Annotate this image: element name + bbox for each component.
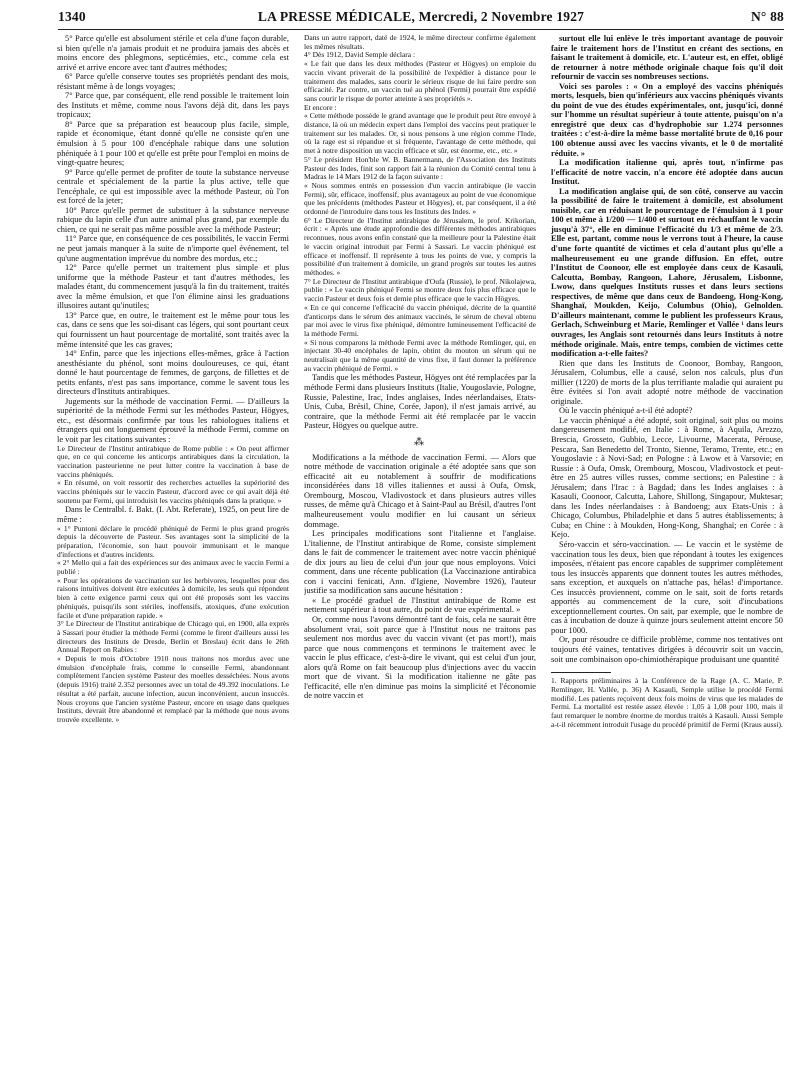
paragraph: « En résumé, on voit ressortir des recherches actuelles la supériorité des vaccins phéniqués sur le vaccin Pasteur, d'accord avec ce qui avait déjà été soutenu par Fermi, qui introduisit les vaccins phéniqués dans la pratique. » [57, 478, 289, 505]
paragraph: 4° Dès 1912, David Semple déclara : [304, 50, 416, 60]
text-column-2 [304, 34, 536, 1074]
paragraph: 3° Le Directeur de l'Institut antirabique de Chicago qui, en 1900, alla exprès à Sassari pour étudier la méthode Fermi (comme le firent d'ailleurs aussi les directeurs des Instituts de Dresde, Berlin et Breslau) écrit dans le 26th Annual Report on Rabies : [57, 619, 289, 655]
paragraph: Tandis que les méthodes Pasteur, Högyes ont été remplacées par la méthode Fermi dans plusieurs Instituts (Italie, Yougoslavie, Pologne, Russie, Palestine, Irac, Indes anglaises, Indes néerlandaises, Etats-Unis, Cuba, Brésil, Chine, Corée, Japon), il n'est jamais arrivé, au contraire, que la méthode Fermi ait été remplacée par le vaccin Pasteur, Högyes ou quelque autre. [304, 373, 536, 431]
footnote-rule [551, 672, 611, 673]
paragraph: Où le vaccin phéniqué a-t-il été adopté? [559, 406, 693, 416]
paragraph: Modifications a la méthode de vaccination Fermi. — Alors que notre méthode de vaccination originale a été adoptée sans que son efficacité ait eu notablement à souffrir de modifications inconsidérées dans 18 villes italiennes et aussi à Oufa, Omsk, Orembourg, Moscou, Vladivostock et dans plusieurs autres villes russes, de même qu'à Chicago et à Saint-Paul au Brésil, d'autres l'ont malheureusement voulu modifier en lui causant un sérieux dommage. [304, 452, 536, 529]
text-column-3 [551, 34, 783, 1074]
paragraph: 5° Le président Hon'ble W. B. Bannermann, de l'Association des Instituts Pasteur des Indes, finit son rapport fait à la réunion du Comité central tenu à Madras le 14 Mars 1912 de la façon suivante : [304, 154, 536, 182]
page-header [58, 7, 784, 30]
paragraph: Séro-vaccin et séro-vaccination. — Le vaccin et le système de vaccination tous les deux, bien que répondant à toutes les exigences imposées, n'étaient pas encore capables de supprimer complètement tous les insuccès apparents que donnent toutes les autres méthodes, sans exception, et auxquels on n'attache pas, hélas! d'importance. Ces insuccès proviennent, comme on le sait, soit de forts retards apportés au commencement de la cure, soit d'incubations exceptionnellement courtes. On sait, par exemple, que le nombre de cas à incubation de douze à quinze jours seulement atteint encore 50 pour 1000. [551, 539, 783, 635]
paragraph: Dans le Centralbl. f. Bakt. (I. Abt. Referate), 1925, on peut lire de même : [57, 505, 289, 524]
paragraph: « 2° Mello qui a fait des expériences sur des animaux avec le vaccin Fermi a publié : [57, 558, 289, 577]
paragraph: « Si nous comparons la méthode Fermi avec la méthode Remlinger, qui, en injectant 30-40 encéphales de lapin, obtint du mouton un sérum qui ne neutralisait que la même quantité de virus fixe, il faut donner la préférence au vaccin phéniqué de Fermi. » [304, 337, 536, 373]
paragraph: « Le fait que dans les deux méthodes (Pasteur et Högyes) on emploie du vaccin vivant priverait de la possibilité de l'expédier à distance pour le traitement des malades, sans courir le sérieux risque de lui faire perdre son efficacité. Par contre, un vaccin tué au phénol (Fermi) pourrait être expédié sans courir le risque de porter atteinte à ses propriétés ». [304, 59, 536, 103]
paragraph: 7° Le Directeur de l'Institut antirabique d'Oufa (Russie), le prof. Nikolajewa, publie : « Le vaccin phéniqué Fermi se montre deux fois plus efficace que le vaccin Pasteur et deux fois et demie plus efficace que le vaccin Högyes. [304, 276, 536, 304]
paragraph: 5° Parce qu'elle est absolument stérile et cela d'une façon durable, si bien qu'elle n'a jamais produit et ne produira jamais des abcès et moins encore des phlegmons, septicémies, etc., comme cela est arrivé et arrive encore avec tant d'autres méthodes; [57, 34, 289, 72]
page-number: 1340 [58, 9, 86, 24]
paragraph: « Pour les opérations de vaccination sur les herbivores, lesquelles pour des raisons intuitives doivent être exécutées à domicile, les seuls qui répondent bien à cette exigence parmi ceux qui ont été proposés sont les vaccins phéniqués, puisqu'ils sont stériles, inoffensifs, atoxiques, d'une exécution facile et d'une préparation rapide. » [57, 575, 289, 620]
paragraph: 8° Parce que sa préparation est beaucoup plus facile, simple, rapide et économique, étant donné qu'elle ne consiste qu'en une émulsion à 5 pour 100 d'encéphale rabique dans une solution phéniquée à 1 pour 100 et qu'elle est prête pour l'emploi en moins de vingt-quatre heures; [57, 119, 289, 168]
paragraph: La modification anglaise qui, de son côté, conserve au vaccin la possibilité de faire le traitement à domicile, est absolument nuisible, car en réduisant le pourcentage de l'émulsion à 1 pour 100 et même à 1/200 — 1/400 et surtout en réchauffant le vaccin jusqu'à 37°, elle en diminue l'efficacité du 1/3 et même de 2/3. Elle est, partant, comme nous le verrons tout à l'heure, la cause d'une forte quantité de victimes et cela d'autant plus qu'elle a malheureusement eu une grande diffusion. En effet, outre l'Institut de Coonoor, elle est employée dans ceux de Kasauli, Calcutta, Bombay, Rangoon, Lahore, Jérusalem, Lisbonne, Lwow, dans quelques Instituts russes et dans leurs sections respectives, de même que dans ceux de Bandoeng, Hong-Kong, Shanghaï, Moukden, Keijo, Columbus (Ohio), Gelnolden. D'ailleurs maintenant, comme le publient les professeurs Kraus, Gerlach, Schweinburg et Marie, Remlinger et Vallée ¹ dans leurs ouvrages, les Anglais sont retournés dans leurs Instituts à notre méthode originale. Mais, entre temps, combien de victimes cette modification a-t-elle faites? [551, 186, 783, 359]
paragraph: Or, comme nous l'avons démontré tant de fois, cela ne saurait être absolument vrai, soit parce que à l'Institut nous ne traitons pas seulement nos mordus avec du vaccin vivant (et pas mort!), mais parce que nous commençons et terminons le traitement avec le vaccin le plus efficace, c'est-à-dire le vivant, qui est celui d'un jour, alors qu'à Rome on fait beaucoup plus d'injections avec du vaccin mort que de vivant. Si la modification italienne ne gâte pas l'efficacité, elle n'en diminue pas moins la simplicité et l'économie de notre vaccin et [304, 615, 536, 701]
paragraph: 10° Parce qu'elle permet de substituer à la substance nerveuse rabique du lapin celle d'un autre animal plus grand, par exemple du chien, ce qui ne serait pas même possible avec la méthode Pasteur; [57, 205, 289, 234]
paragraph: « 1° Puntoni déclare le procédé phéniqué de Fermi le plus grand progrès depuis la découverte de Pasteur. Ses avantages sont la simplicité de la préparation, l'économie, son haut pouvoir immunisant et le manque d'infections et d'autres incidents. [57, 523, 289, 559]
paragraph: 6° Le Directeur de l'Institut antirabique de Jérusalem, le prof. Krikorian, écrit : « Après une étude approfondie des différentes méthodes antirabiques reconnues, nous avons enfin constaté que la meilleure pour la Palestine était le vaccin original introduit par Fermi à Sassari. Le vaccin phéniqué est efficace et inoffensif. Il représente à tous les points de vue, y compris la possibilité d'un traitement à domicile, un grand progrès sur toutes les autres méthodes. » [304, 215, 536, 277]
paragraph: 12° Parce qu'elle permet un traitement plus simple et plus uniforme que la méthode Pasteur et tant d'autres méthodes, les malades étant, du commencement jusqu'à la fin du traitement, traités avec la même émulsion, et que l'on élimine ainsi les graduations illusoires autant qu'inutiles; [57, 263, 289, 311]
paragraph: 6° Parce qu'elle conserve toutes ses propriétés pendant des mois, résistant même à de longs voyages; [57, 72, 289, 91]
text-column-1 [57, 34, 289, 1074]
paragraph: « En ce qui concerne l'efficacité du vaccin phéniqué, décrite de la quantité d'anticorps dans le sérum des animaux vaccinés, le sérum de cheval obtenu par moi avec le virus fixe phéniqué, démontre lumineusement l'efficacité de la méthode Fermi. [304, 302, 536, 338]
paragraph: 9° Parce qu'elle permet de profiter de toute la substance nerveuse centrale et spécialement de la partie la plus active, telle que l'encéphale, ce qui est impossible avec la méthode Pasteur, où l'on est forcé de la jeter; [57, 167, 289, 206]
paragraph: « Depuis le mois d'Octobre 1910 nous traitons nos mordus avec une émulsion d'encéphale frais, comme le conseille Fermi, abandonnant complètement l'ancien système Pasteur des moelles desséchées. Nous avons (depuis 1916) traité 2.352 personnes avec un total de 49.392 inoculations. Le résultat a été parfait, aucune infection, aucun inconvénient, aucun insuccès. Nous croyons que l'ancien système Pasteur, encore en usage dans quelques Instituts, devrait être abandonné et remplacé par la méthode que nous avons trouvée excellente. » [57, 654, 289, 724]
paragraph: 11° Parce que, en conséquence de ces possibilités, le vaccin Fermi ne peut jamais manquer à la suite de n'importe quel événement, tel qu'une augmentation imprévue du nombre des mordus, etc.; [57, 234, 289, 263]
paragraph: Or, pour résoudre ce difficile problème, comme nos tentatives ont toujours été vaines, tentatives dirigées à découvrir soit un vaccin, soit une combinaison opo-chimiothérapique produisant une quantité [551, 635, 783, 664]
paragraph: 13° Parce que, en outre, le traitement est le même pour tous les cas, dans ce sens que les soi-disant cas légers, qui sont pourtant ceux qui fournissent un haut pourcentage de mortalité, sont traités avec la même intensité que les cas graves; [57, 310, 289, 349]
paragraph: surtout elle lui enlève le très important avantage de pouvoir faire le traitement hors de l'Institut en créant des sections, en faisant le traitement à domicile, etc. L'auteur est, en effet, obligé de retourner à notre méthode originale chaque fois qu'il doit refournir de vaccin ses nombreuses sections. [551, 34, 783, 82]
paragraph: La modification italienne qui, après tout, n'infirme pas l'efficacité de notre vaccin, n'a encore été adoptée dans aucun Institut. [551, 158, 783, 187]
paragraph: « Cette méthode possède le grand avantage que le produit peut être envoyé à distance, là où un médecin expert dans l'emploi des vaccins peut pratiquer le traitement sur les malades. Or, si nous pensons à une région comme l'Inde, où la rage est si répandue et si fréquente, l'avantage de cette méthode, qui met à notre disposition un vaccin efficace et sûr, est énorme, etc., etc. » [304, 111, 536, 156]
paragraph: « Nous sommes entrés en possession d'un vaccin antirabique (le vaccin Fermi), sûr, efficace, inoffensif, plus avantageux au point de vue économique que les précédents (méthodes Pasteur et Högyes), et, par conséquent, il a été ordonné de l'introduire dans tous les Instituts des Indes. » [304, 180, 536, 217]
paragraph: 14° Enfin, parce que les injections elles-mêmes, grâce à l'action anesthésiante du phénol, sont moins douloureuses, ce qui, étant donné le haut pourcentage de femmes, de garçons, de fillettes et de petits enfants, n'est pas sans importance, comme le savent tous les directeurs d'Instituts antirabiques. [57, 349, 289, 397]
paragraph: Et encore : [304, 102, 337, 112]
paragraph: Jugements sur la méthode de vaccination Fermi. — D'ailleurs la supériorité de la méthode Fermi sur les méthodes Pasteur, Högyes, etc., est désormais confirmée par tous les rabiologues italiens et étrangers qui ont longuement éprouvé la méthode Fermi, comme on le voit par les citations suivantes : [57, 396, 289, 444]
paragraph: Voici ses paroles : « On a employé des vaccins phéniqués morts, lesquels, bien qu'inférieurs aux vaccins phéniqués vivants du point de vue des études expérimentales, ont, jusqu'ici, donné sur l'homme un résultat supérieur à toute attente, puisqu'on n'a enregistré que deux cas d'hydrophobie sur 1.274 personnes traitées : c'est-à-dire la même basse mortalité brute de 0,16 pour 100 obtenue aussi avec les vaccins vivants, et le 0 de mortalité réduite. » [551, 81, 783, 158]
paragraph: « Le procédé graduel de l'Institut antirabique de Rome est nettement supérieur à tout autre, du point de vue expérimental. » [304, 595, 536, 615]
paragraph: Dans un autre rapport, daté de 1924, le même directeur confirme également les mêmes résultats. [304, 34, 536, 51]
paragraph: Rien que dans les Instituts de Coonoor, Bombay, Rangoon, Jérusalem, Columbus, elle a causé, selon nos calculs, plus d'un millier (1220) de morts de la plus terrifiante maladie qui auraient pu être évitées si l'on avait adopté notre méthode de vaccination originale. [551, 358, 783, 406]
section-separator: ⁂ [414, 436, 426, 448]
journal-title: LA PRESSE MÉDICALE, Mercredi, 2 Novembre 1927 [257, 9, 585, 24]
paragraph: Le vaccin phéniqué a été adopté, soit original, soit plus ou moins dangereusement modifié, en Italie : à Rome, à Aquila, Arezzo, Brescia, Grosseto, Gubbio, Lecce, Livourne, Macerata, Pérouse, Pescara, San Benedetto del Tronto, Sienne, Teramo, Trente, etc.; en Yougoslavie : à Novi-Sad; en Pologne : à Lwow et à Varsovie; en Russie : à Oufa, Omsk, Orembourg, Moscou, Vladivostock et peut-être en 25 autres villes russes, comme sections; en Palestine : à Jérusalem; dans l'Irac : à Bagdad; dans les Indes anglaises : à Kasauli, Coonoor, Calcutta, Lahore, Shillong, Singapour, Muktesar; dans les Indes néerlandaises : à Bandoeng; aux Etats-Unis : à Chicago, Columbus, Philadelphie et dans 5 autres établissements; à Cuba; en Chine : à Moukden, Hong-Kong, Shanghaï; en Corée : à Kejo. [551, 415, 783, 540]
paragraph: Les principales modifications sont l'italienne et l'anglaise. L'italienne, de l'Institut antirabique de Rome, consiste simplement dans le fait de commencer le traitement avec notre vaccin phéniqué de dix jours au lieu de celui d'un jour que nous employons. Voici comment, dans une récente publication (La Vaccinazione antirabica con i vaccini fenicati, Ann. d'Igiene, Novembre 1926), l'auteur justifie sa modification sans aucune hésitation : [304, 529, 536, 596]
paragraph: Le Directeur de l'Institut antirabique de Rome publie : « On peut affirmer que, en ce qui concerne les anticorps antirabiques dans la circulation, la vaccination pasteurienne ne peut lutter contre la vaccination à base de vaccins phéniqués. [57, 443, 289, 479]
issue-number: N° 88 [750, 9, 784, 24]
paragraph: 1. Rapports préliminaires à la Conférence de la Rage (A. C. Marie, P. Remlinger, H. Vallée, p. 36) A Kasauli, Semple utilise le procédé Fermi modifié. Les patients reçoivent deux fois moins de virus que les malades de Fermi. La mortalité est restée assez élevée : 1,05 à 1,08 pour 100, mais il faut remarquer le nombre énorme de mordus traités à Kasauli. Aussi Semple a-t-il récemment introduit l'usage du procédé primitif de Fermi (Kraus aussi). [551, 676, 783, 729]
paragraph: 7° Parce que, par conséquent, elle rend possible le traitement loin des Instituts et même, comme nous l'avons déjà dit, dans les pays tropicaux; [57, 91, 289, 120]
